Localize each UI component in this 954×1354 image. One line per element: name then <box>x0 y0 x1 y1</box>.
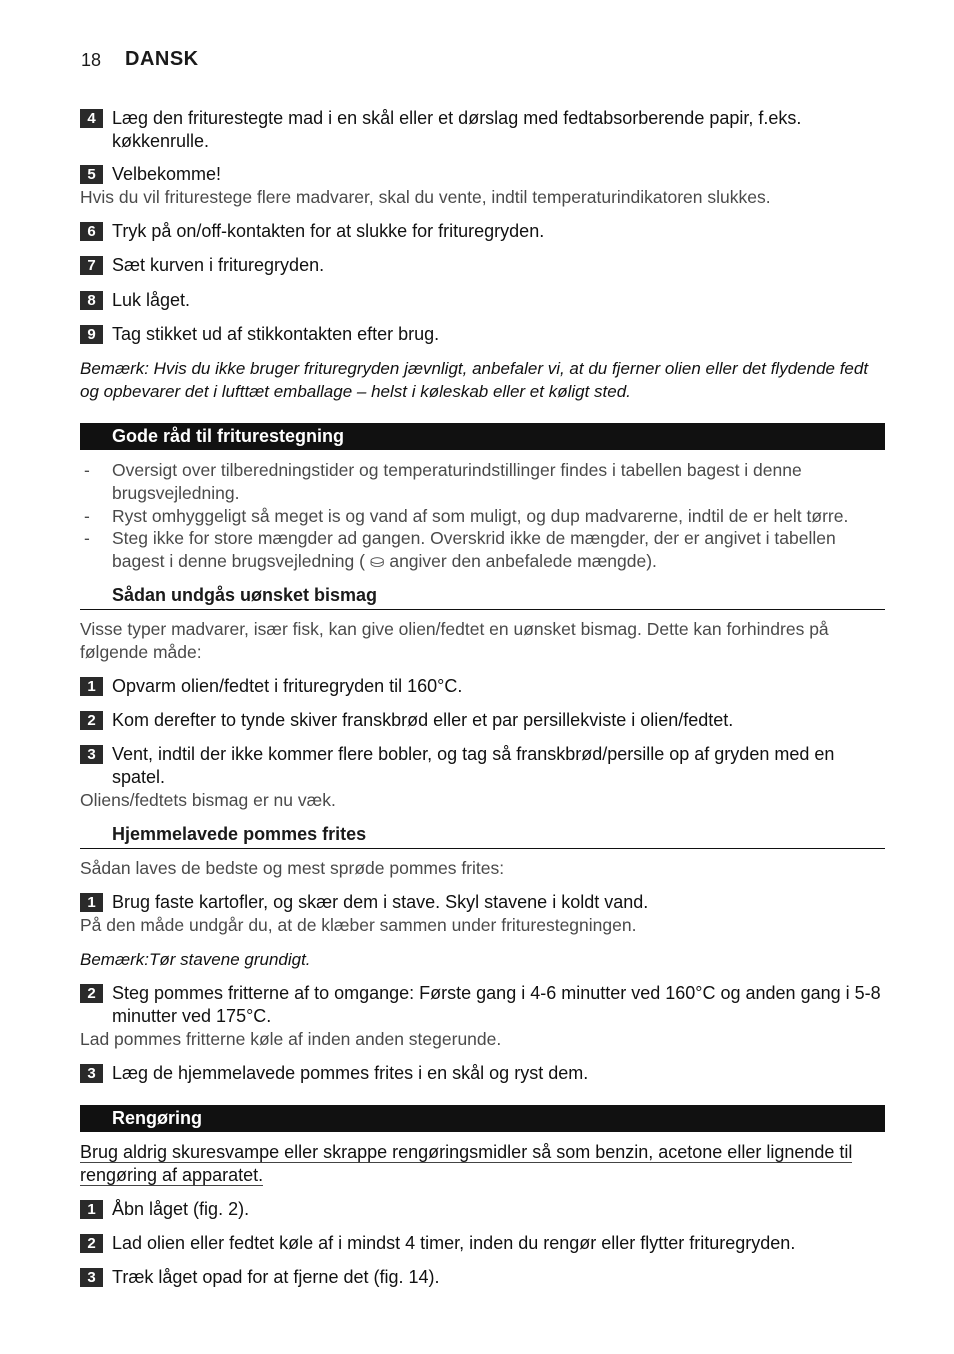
step-number: 4 <box>80 109 103 128</box>
paragraph: På den måde undgår du, at de klæber sammen under friturestegningen. <box>80 915 637 935</box>
step-number: 5 <box>80 165 103 184</box>
step-number: 3 <box>80 745 103 764</box>
step-number: 2 <box>80 711 103 730</box>
step-3 <box>80 1062 885 1085</box>
step-text: Lad olien eller fedtet køle af i mindst 4 timer, inden du rengør eller flytter frituregryden. <box>112 1233 796 1253</box>
section-title: Rengøring <box>112 1108 202 1128</box>
step-8 <box>80 289 885 312</box>
step-number: 1 <box>80 677 103 696</box>
step-number: 2 <box>80 984 103 1003</box>
step-4 <box>80 107 885 153</box>
subsection-title: Sådan undgås uønsket bismag <box>112 585 378 605</box>
step-2 <box>80 982 885 1028</box>
step-number: 6 <box>80 222 103 241</box>
step-number: 1 <box>80 893 103 912</box>
step-text: Sæt kurven i frituregryden. <box>112 255 325 275</box>
step-text: Åbn låget (fig. 2). <box>112 1199 250 1219</box>
warning-underlined: Brug aldrig skuresvampe eller skrappe rengøringsmidler så som benzin, acetone eller lignende til rengøring af apparatet. <box>80 1142 853 1185</box>
step-5 <box>80 163 885 186</box>
step-text: Opvarm olien/fedtet i frituregryden til 160°C. <box>112 676 463 696</box>
step-2 <box>80 1232 885 1255</box>
step-2 <box>80 709 885 732</box>
step-3 <box>80 1266 885 1289</box>
step-9 <box>80 323 885 346</box>
step-text: Luk låget. <box>112 290 191 310</box>
bullet-dash: - <box>84 528 90 548</box>
bullet-text: Ryst omhyggeligt så meget is og vand af som muligt, og dup madvarerne, indtil de er helt tørre. <box>112 506 849 526</box>
step-1 <box>80 675 885 698</box>
bullet-item <box>80 505 885 528</box>
step-1 <box>80 891 885 914</box>
bullet-text: Oversigt over tilberedningstider og temperaturindstillinger findes i tabellen bagest i denne brugsvejledning. <box>112 460 802 503</box>
step-text: Brug faste kartofler, og skær dem i stave. Skyl stavene i koldt vand. <box>112 892 649 912</box>
step-text: Steg pommes fritterne af to omgange: Første gang i 4-6 minutter ved 160°C og anden gang i 5-8 minutter ved 175°C. <box>112 983 881 1026</box>
step-7 <box>80 254 885 277</box>
paragraph: Hvis du vil friturestege flere madvarer, skal du vente, indtil temperaturindikatoren slukkes. <box>80 187 771 207</box>
warning-text <box>80 1141 880 1187</box>
step-6 <box>80 220 885 243</box>
note: Bemærk: Hvis du ikke bruger frituregryden jævnligt, anbefaler vi, at du fjerner olien eller det flydende fedt og opbevarer det i lufttæt emballage – helst i køleskab eller et køligt sted. <box>80 359 869 401</box>
paragraph: Sådan laves de bedste og mest sprøde pommes frites: <box>80 858 505 878</box>
subsection-header-taste <box>80 583 885 610</box>
step-text: Læg de hjemmelavede pommes frites i en skål og ryst dem. <box>112 1063 589 1083</box>
paragraph: Visse typer madvarer, især fisk, kan give olien/fedtet en uønsket bismag. Dette kan forhindres på følgende måde: <box>80 619 829 662</box>
paragraph: Lad pommes fritterne køle af inden anden stegerunde. <box>80 1029 502 1049</box>
step-text: Tag stikket ud af stikkontakten efter brug. <box>112 324 440 344</box>
step-number: 2 <box>80 1234 103 1253</box>
bullet-dash: - <box>84 460 90 480</box>
step-text: Vent, indtil der ikke kommer flere bobler, og tag så franskbrød/persille op af gryden med en spatel. <box>112 744 835 787</box>
step-number: 3 <box>80 1064 103 1083</box>
step-1 <box>80 1198 885 1221</box>
step-text: Tryk på on/off-kontakten for at slukke for frituregryden. <box>112 221 545 241</box>
step-number: 3 <box>80 1268 103 1287</box>
subsection-title: Hjemmelavede pommes frites <box>112 824 367 844</box>
bullet-text: Steg ikke for store mængder ad gangen. Overskrid ikke de mængder, der er angivet i tabellen bagest i denne brugsvejledning ( ⛀ angiver den anbefalede mængde). <box>112 528 836 571</box>
section-header-cleaning <box>80 1105 885 1132</box>
paragraph: Oliens/fedtets bismag er nu væk. <box>80 790 336 810</box>
step-number: 7 <box>80 256 103 275</box>
subsection-header-fries <box>80 822 885 849</box>
bullet-item <box>80 459 885 505</box>
note: Bemærk:Tør stavene grundigt. <box>80 950 311 969</box>
bullet-dash: - <box>84 506 90 526</box>
step-number: 9 <box>80 325 103 344</box>
step-text: Kom derefter to tynde skiver franskbrød eller et par persillekviste i olien/fedtet. <box>112 710 734 730</box>
page-number: 18 <box>81 50 102 70</box>
step-text: Træk låget opad for at fjerne det (fig. 14). <box>112 1267 440 1287</box>
step-text: Velbekomme! <box>112 164 222 184</box>
step-number: 8 <box>80 291 103 310</box>
language-heading: DANSK <box>125 48 199 70</box>
section-header-tips <box>80 423 885 450</box>
bullet-item <box>80 527 885 573</box>
step-3 <box>80 743 885 789</box>
step-number: 1 <box>80 1200 103 1219</box>
section-title: Gode råd til friturestegning <box>112 426 345 446</box>
step-text: Læg den friturestegte mad i en skål eller et dørslag med fedtabsorberende papir, f.eks. køkkenrulle. <box>112 108 802 151</box>
